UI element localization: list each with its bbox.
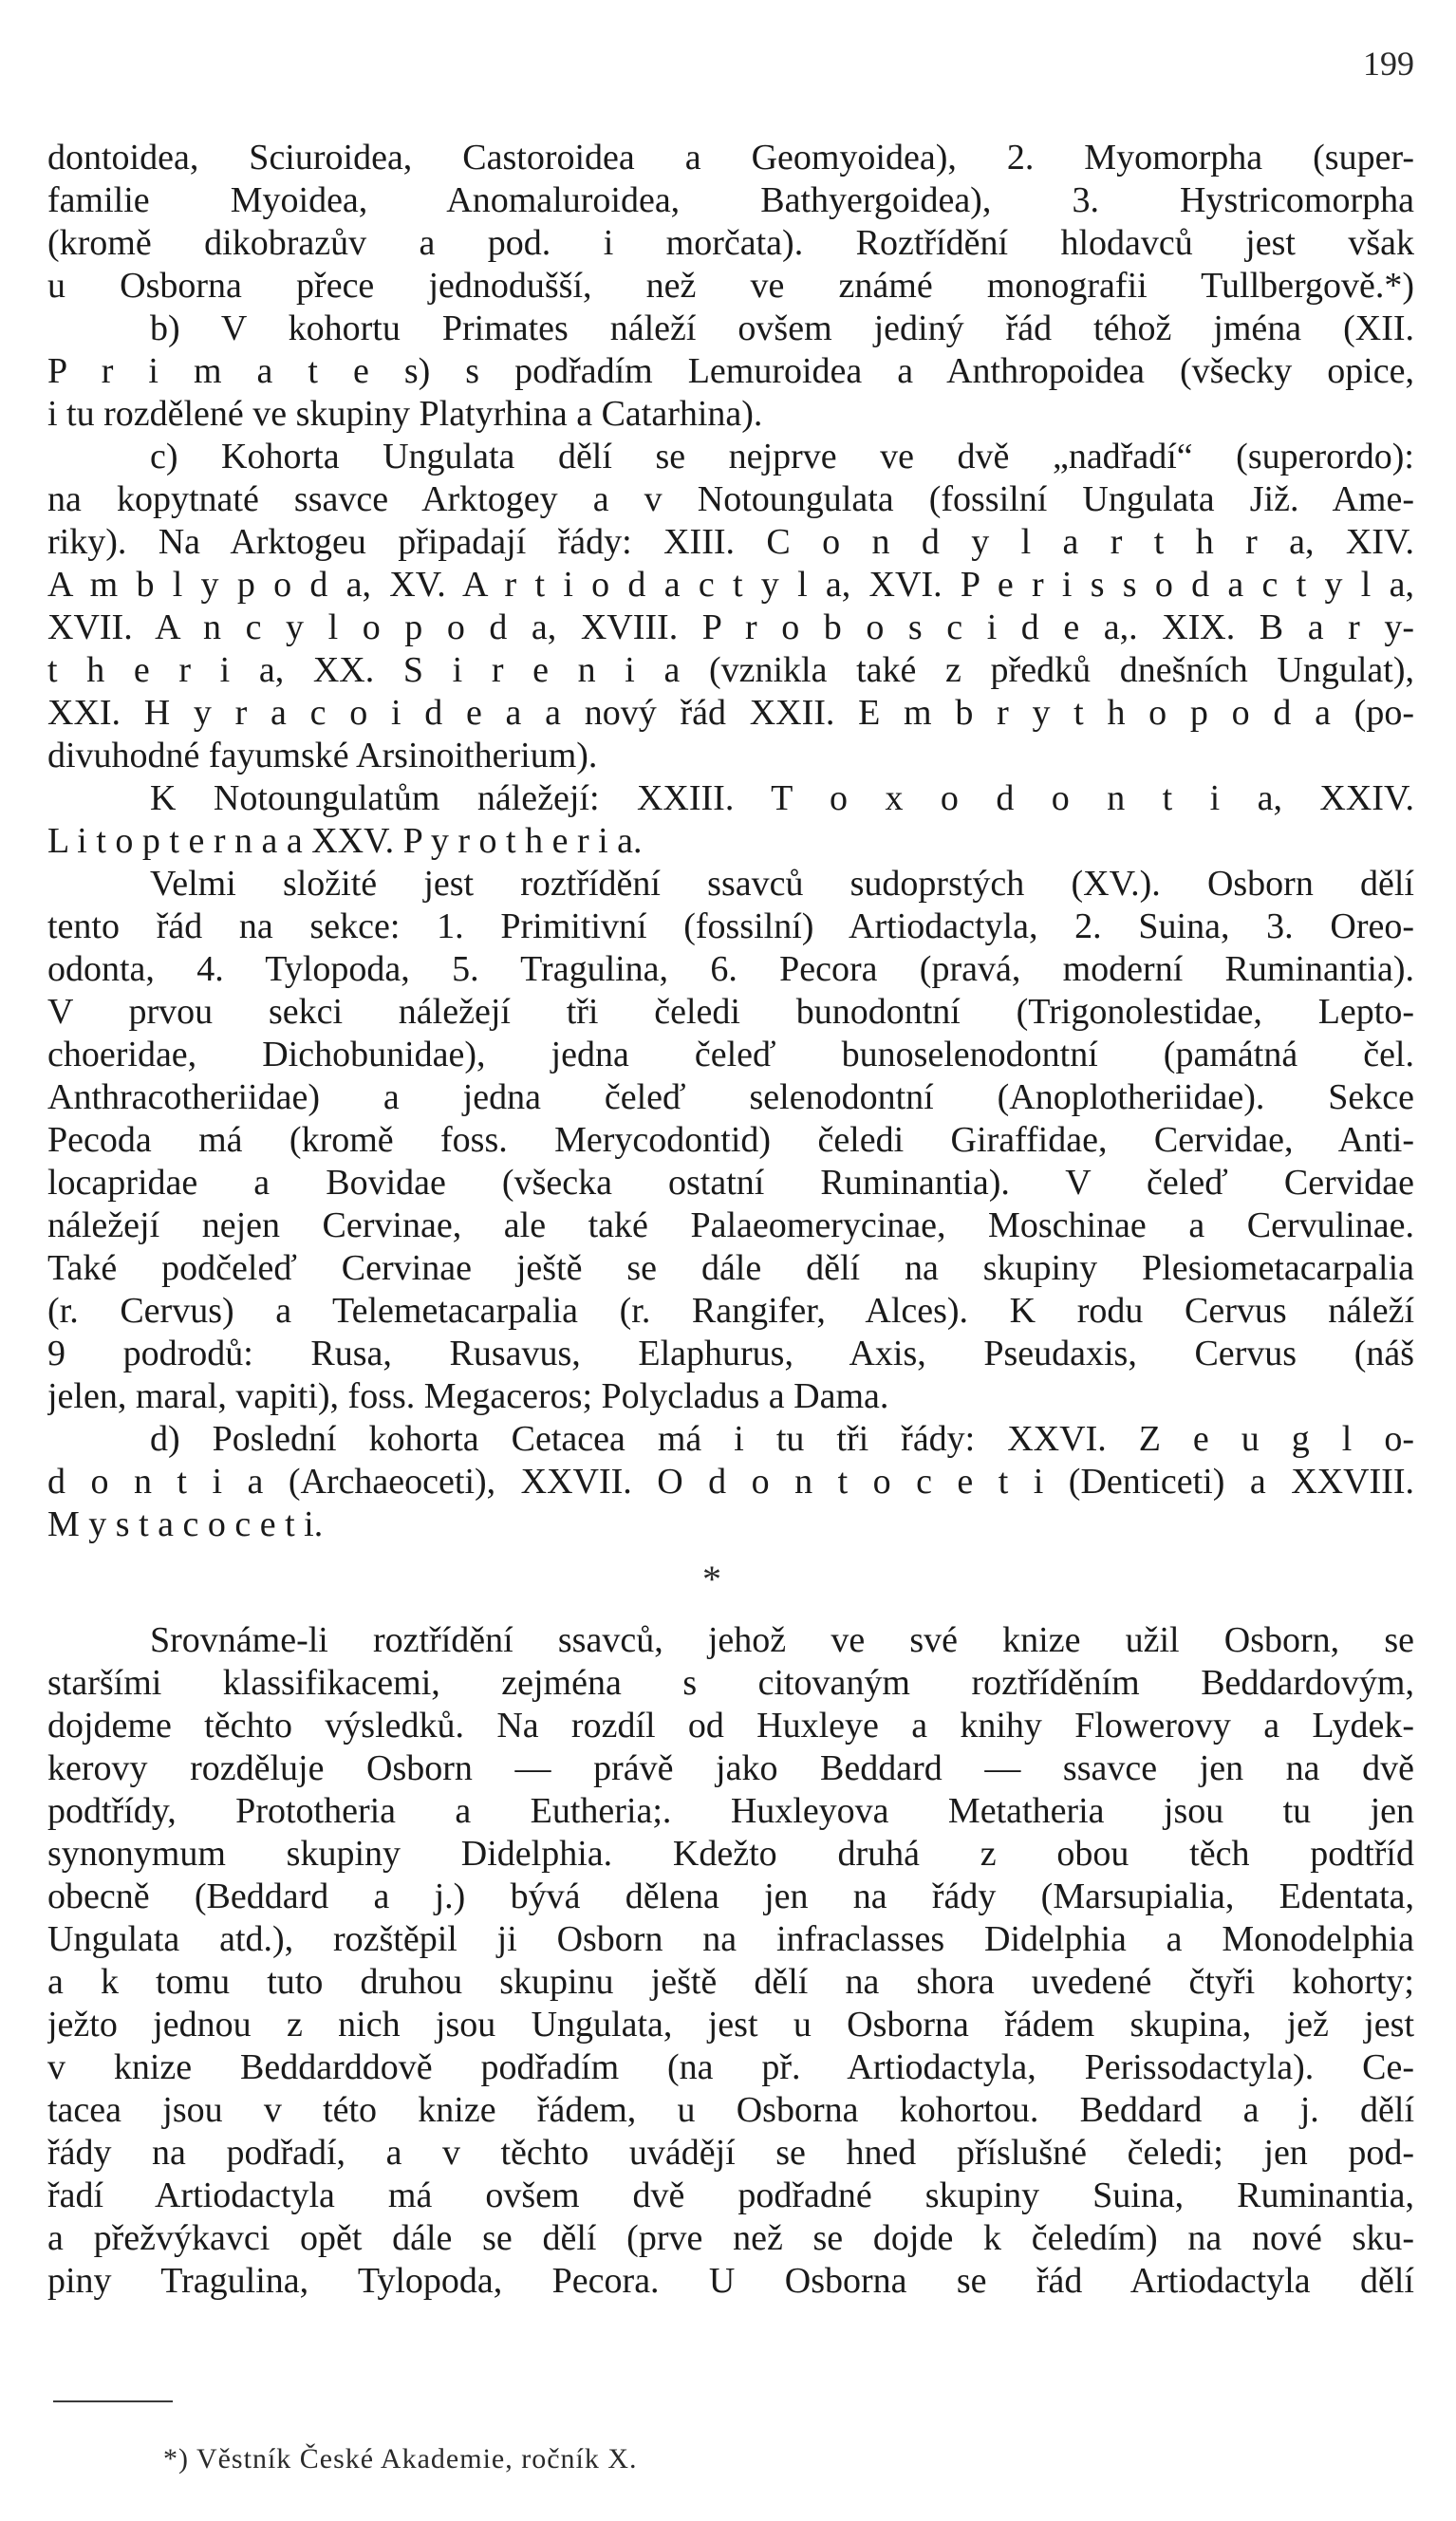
section-separator: * <box>702 1558 721 1600</box>
text-line: i tu rozdělené ve skupiny Platyrhina a Catarhina). <box>47 394 763 434</box>
text-line: odonta, 4. Tylopoda, 5. Tragulina, 6. Pecora (pravá, moderní Ruminantia). <box>47 949 1414 989</box>
text-line: XVII. A n c y l o p o d a, XVIII. P r o b o s c i d e a,. XIX. B a r y- <box>47 607 1414 647</box>
text-line: Pecoda má (kromě foss. Merycodontid) čeledi Giraffidae, Cervidae, Anti- <box>47 1120 1414 1160</box>
text-line: c) Kohorta Ungulata dělí se nejprve ve dvě „nadřadí“ (superordo): <box>150 437 1414 476</box>
text-line: (kromě dikobrazův a pod. i morčata). Roztřídění hlodavců jest však <box>47 223 1414 263</box>
text-line: náležejí nejen Cervinae, ale také Palaeomerycinae, Moschinae a Cervulinae. <box>47 1205 1414 1245</box>
text-line: piny Tragulina, Tylopoda, Pecora. U Osborna se řád Artiodactyla dělí <box>47 2261 1414 2301</box>
text-line: Také podčeleď Cervinae ještě se dále dělí na skupiny Plesiometacarpalia <box>47 1248 1414 1288</box>
text-line: choeridae, Dichobunidae), jedna čeleď bunoselenodontní (památná čel. <box>47 1035 1414 1074</box>
text-line: A m b l y p o d a, XV. A r t i o d a c t y l a, XVI. P e r i s s o d a c t y l a, <box>47 565 1414 605</box>
text-line: na kopytnaté ssavce Arktogey a v Notoungulata (fossilní Ungulata Již. Ame- <box>47 479 1414 519</box>
text-line: b) V kohortu Primates náleží ovšem jediný řád téhož jména (XII. <box>150 308 1414 348</box>
text-line: Srovnáme-li roztřídění ssavců, jehož ve své knize užil Osborn, se <box>150 1620 1414 1660</box>
text-line: tento řád na sekce: 1. Primitivní (fossilní) Artiodactyla, 2. Suina, 3. Oreo- <box>47 906 1414 946</box>
text-line: Velmi složité jest roztřídění ssavců sudoprstých (XV.). Osborn dělí <box>150 864 1414 904</box>
text-line: t h e r i a, XX. S i r e n i a (vznikla také z předků dnešních Ungulat), <box>47 650 1414 690</box>
text-line: familie Myoidea, Anomaluroidea, Bathyergoidea), 3. Hystricomorpha <box>47 180 1414 220</box>
text-line: jelen, maral, vapiti), foss. Megaceros; Polycladus a Dama. <box>47 1376 889 1416</box>
text-line: řadí Artiodactyla má ovšem dvě podřadné skupiny Suina, Ruminantia, <box>47 2176 1414 2215</box>
text-line: P r i m a t e s) s podřadím Lemuroidea a Anthropoidea (všecky opice, <box>47 351 1414 391</box>
footnote-rule <box>53 2400 173 2402</box>
text-line: synonymum skupiny Didelphia. Kdežto druhá z obou těch podtříd <box>47 1834 1414 1874</box>
text-line: XXI. H y r a c o i d e a a nový řád XXII. E m b r y t h o p o d a (po- <box>47 693 1414 733</box>
text-line: d o n t i a (Archaeoceti), XXVII. O d o n t o c e t i (Denticeti) a XXVIII. <box>47 1462 1414 1502</box>
text-line: u Osborna přece jednodušší, než ve známé monografii Tullbergově.*) <box>47 266 1414 306</box>
text-line: divuhodné fayumské Arsinoitherium). <box>47 736 598 775</box>
text-line: K Notoungulatům náležejí: XXIII. T o x o d o n t i a, XXIV. <box>150 778 1414 818</box>
text-line: ježto jednou z nich jsou Ungulata, jest u Osborna řádem skupina, jež jest <box>47 2005 1414 2045</box>
text-line: Ungulata atd.), rozštěpil ji Osborn na infraclasses Didelphia a Monodelphia <box>47 1919 1414 1959</box>
page-number: 199 <box>1363 45 1414 83</box>
upper-text-block <box>47 137 1414 1546</box>
text-line: podtřídy, Prototheria a Eutheria;. Huxleyova Metatheria jsou tu jen <box>47 1791 1414 1831</box>
text-line: L i t o p t e r n a a XXV. P y r o t h e r i a. <box>47 821 643 861</box>
text-line: tacea jsou v této knize řádem, u Osborna kohortou. Beddard a j. dělí <box>47 2090 1414 2130</box>
text-line: řády na podřadí, a v těchto uvádějí se hned příslušné čeledi; jen pod- <box>47 2133 1414 2173</box>
text-line: kerovy rozděluje Osborn — právě jako Beddard — ssavce jen na dvě <box>47 1748 1414 1788</box>
text-line: v knize Beddarddově podřadím (na př. Artiodactyla, Perissodactyla). Ce- <box>47 2047 1414 2087</box>
text-line: staršími klassifikacemi, zejména s citovaným roztříděním Beddardovým, <box>47 1663 1414 1703</box>
text-line: (r. Cervus) a Telemetacarpalia (r. Rangifer, Alces). K rodu Cervus náleží <box>47 1291 1414 1331</box>
footnote: *) Věstník České Akademie, ročník X. <box>163 2443 638 2474</box>
text-line: dontoidea, Sciuroidea, Castoroidea a Geomyoidea), 2. Myomorpha (super- <box>47 138 1414 177</box>
text-line: d) Poslední kohorta Cetacea má i tu tři řády: XXVI. Z e u g l o- <box>150 1419 1414 1459</box>
lower-text-block <box>47 1619 1414 2303</box>
text-line: a přežvýkavci opět dále se dělí (prve než se dojde k čeledím) na nové sku- <box>47 2218 1414 2258</box>
text-line: locapridae a Bovidae (všecka ostatní Ruminantia). V čeleď Cervidae <box>47 1163 1414 1203</box>
text-line: M y s t a c o c e t i. <box>47 1504 324 1544</box>
text-line: 9 podrodů: Rusa, Rusavus, Elaphurus, Axis, Pseudaxis, Cervus (náš <box>47 1334 1414 1373</box>
text-line: riky). Na Arktogeu připadají řády: XIII. C o n d y l a r t h r a, XIV. <box>47 522 1414 562</box>
text-line: dojdeme těchto výsledků. Na rozdíl od Huxleye a knihy Flowerovy a Lydek- <box>47 1706 1414 1746</box>
text-line: V prvou sekci náležejí tři čeledi bunodontní (Trigonolestidae, Lepto- <box>47 992 1414 1032</box>
text-line: a k tomu tuto druhou skupinu ještě dělí na shora uvedené čtyři kohorty; <box>47 1962 1414 2002</box>
text-line: obecně (Beddard a j.) bývá dělena jen na řády (Marsupialia, Edentata, <box>47 1877 1414 1916</box>
text-line: Anthracotheriidae) a jedna čeleď selenodontní (Anoplotheriidae). Sekce <box>47 1077 1414 1117</box>
